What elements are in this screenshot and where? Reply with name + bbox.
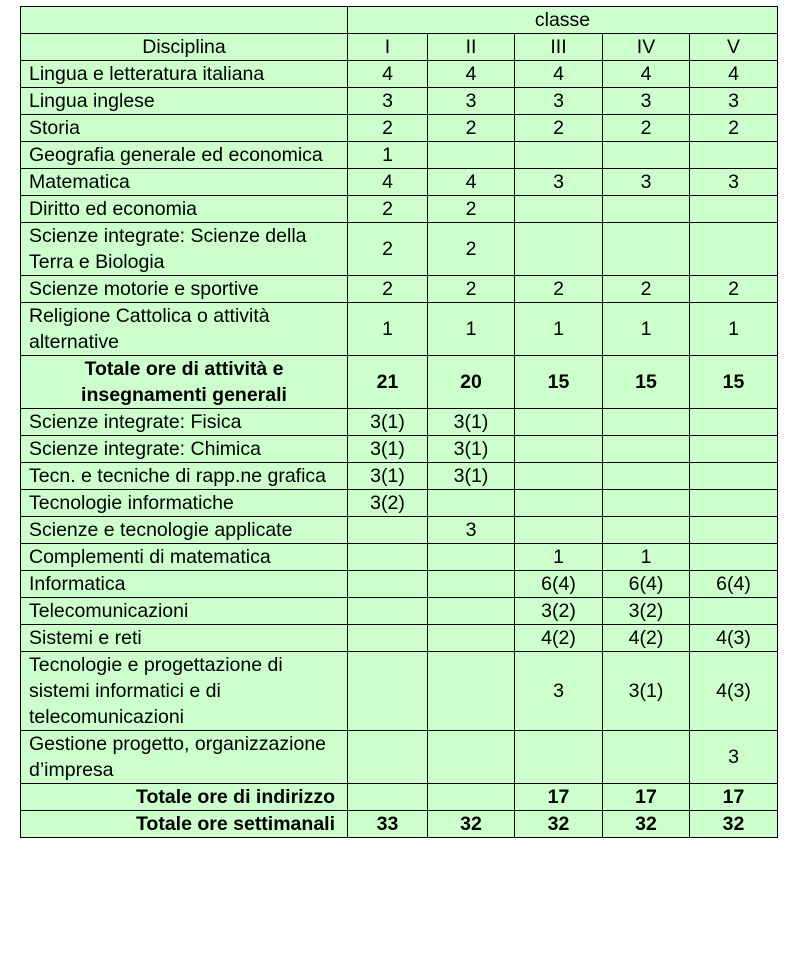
hours-cell <box>690 463 778 490</box>
hours-cell <box>603 731 690 784</box>
hours-cell: 4 <box>603 61 690 88</box>
hours-cell <box>515 490 603 517</box>
hours-cell: 3(2) <box>515 598 603 625</box>
table-row <box>21 169 778 196</box>
hours-cell <box>428 142 515 169</box>
hours-cell <box>690 544 778 571</box>
hours-cell <box>428 544 515 571</box>
hours-cell <box>690 409 778 436</box>
hours-cell <box>348 652 428 731</box>
hours-cell <box>515 223 603 276</box>
hours-cell: 3(2) <box>603 598 690 625</box>
hours-cell: 3(1) <box>428 463 515 490</box>
subject-cell: Lingua inglese <box>21 88 348 115</box>
hours-cell: 3 <box>428 88 515 115</box>
hours-cell <box>348 571 428 598</box>
total-cell <box>348 784 428 811</box>
weekly-hours-table <box>20 6 778 838</box>
hours-cell <box>515 731 603 784</box>
subject-cell: Tecnologie e progettazione di sistemi informatici e di telecomunicazioni <box>21 652 348 731</box>
table-row <box>21 115 778 142</box>
table-row <box>21 88 778 115</box>
table-row <box>21 409 778 436</box>
subject-cell: Complementi di matematica <box>21 544 348 571</box>
hours-cell <box>348 625 428 652</box>
hours-cell: 4 <box>690 61 778 88</box>
hours-cell: 1 <box>428 303 515 356</box>
subject-cell: Scienze integrate: Fisica <box>21 409 348 436</box>
total-cell <box>428 784 515 811</box>
hours-cell: 4 <box>348 61 428 88</box>
hours-cell <box>690 436 778 463</box>
subject-cell: Scienze integrate: Chimica <box>21 436 348 463</box>
hours-cell <box>348 731 428 784</box>
hours-cell <box>428 731 515 784</box>
hours-cell: 3 <box>428 517 515 544</box>
subject-cell: Diritto ed economia <box>21 196 348 223</box>
class-header: II <box>428 34 515 61</box>
table-row <box>21 436 778 463</box>
hours-cell: 2 <box>690 115 778 142</box>
subject-cell: Matematica <box>21 169 348 196</box>
hours-cell: 2 <box>428 196 515 223</box>
total-label-cell: Totale ore di indirizzo <box>21 784 348 811</box>
hours-cell: 1 <box>603 544 690 571</box>
table-row <box>21 544 778 571</box>
hours-cell <box>428 490 515 517</box>
hours-cell: 2 <box>348 196 428 223</box>
hours-cell: 6(4) <box>690 571 778 598</box>
hours-cell <box>428 652 515 731</box>
hours-cell: 3(2) <box>348 490 428 517</box>
subject-cell: Scienze e tecnologie applicate <box>21 517 348 544</box>
hours-cell: 2 <box>428 276 515 303</box>
table-row <box>21 490 778 517</box>
table-row <box>21 598 778 625</box>
hours-cell: 3(1) <box>348 409 428 436</box>
table-row <box>21 463 778 490</box>
hours-cell: 1 <box>603 303 690 356</box>
table-row <box>21 731 778 784</box>
hours-cell: 3 <box>515 652 603 731</box>
hours-cell: 2 <box>348 276 428 303</box>
hours-cell <box>690 517 778 544</box>
total-cell: 20 <box>428 356 515 409</box>
total-cell: 17 <box>515 784 603 811</box>
subject-cell: Sistemi e reti <box>21 625 348 652</box>
hours-cell: 2 <box>348 223 428 276</box>
table-row <box>21 652 778 731</box>
hours-cell: 3(1) <box>428 436 515 463</box>
hours-cell: 4 <box>428 169 515 196</box>
hours-cell: 2 <box>603 115 690 142</box>
hours-cell <box>515 436 603 463</box>
hours-cell: 3(1) <box>348 436 428 463</box>
discipline-header: Disciplina <box>21 34 348 61</box>
total-cell: 17 <box>690 784 778 811</box>
table-row <box>21 276 778 303</box>
hours-cell: 2 <box>690 276 778 303</box>
class-group-header: classe <box>348 7 778 34</box>
hours-cell: 3 <box>690 731 778 784</box>
hours-cell <box>348 598 428 625</box>
hours-cell: 2 <box>515 115 603 142</box>
total-row-weekly <box>21 811 778 838</box>
subject-cell: Tecnologie informatiche <box>21 490 348 517</box>
total-cell: 15 <box>603 356 690 409</box>
subject-cell: Storia <box>21 115 348 142</box>
total-cell: 32 <box>690 811 778 838</box>
header-corner-cell <box>21 7 348 34</box>
total-label-cell: Totale ore settimanali <box>21 811 348 838</box>
hours-cell: 4(2) <box>515 625 603 652</box>
hours-cell <box>603 463 690 490</box>
hours-cell: 2 <box>515 276 603 303</box>
hours-cell: 4(2) <box>603 625 690 652</box>
subject-cell: Gestione progetto, organizzazione d’impresa <box>21 731 348 784</box>
hours-cell <box>515 463 603 490</box>
subject-cell: Lingua e letteratura italiana <box>21 61 348 88</box>
hours-cell <box>603 490 690 517</box>
table-row <box>21 571 778 598</box>
total-cell: 32 <box>428 811 515 838</box>
hours-cell: 4(3) <box>690 625 778 652</box>
hours-cell: 1 <box>348 142 428 169</box>
subject-cell: Tecn. e tecniche di rapp.ne grafica <box>21 463 348 490</box>
subject-cell: Informatica <box>21 571 348 598</box>
table-row <box>21 303 778 356</box>
hours-cell: 4 <box>428 61 515 88</box>
hours-cell: 3(1) <box>603 652 690 731</box>
class-header: V <box>690 34 778 61</box>
total-row-specialization <box>21 784 778 811</box>
hours-cell: 2 <box>348 115 428 142</box>
hours-cell: 3 <box>348 88 428 115</box>
hours-cell <box>515 517 603 544</box>
hours-cell <box>603 142 690 169</box>
total-cell: 21 <box>348 356 428 409</box>
header-row-classes <box>21 34 778 61</box>
hours-cell: 3 <box>603 88 690 115</box>
total-cell: 17 <box>603 784 690 811</box>
header-row-group <box>21 7 778 34</box>
hours-cell: 4(3) <box>690 652 778 731</box>
hours-cell <box>603 517 690 544</box>
total-cell: 32 <box>515 811 603 838</box>
hours-cell: 2 <box>428 223 515 276</box>
hours-cell: 3(1) <box>428 409 515 436</box>
subject-cell: Scienze integrate: Scienze della Terra e Biologia <box>21 223 348 276</box>
hours-cell <box>690 223 778 276</box>
hours-cell <box>428 598 515 625</box>
class-header: III <box>515 34 603 61</box>
table-row <box>21 61 778 88</box>
hours-cell: 1 <box>515 544 603 571</box>
hours-cell: 1 <box>515 303 603 356</box>
hours-cell <box>690 142 778 169</box>
hours-cell: 6(4) <box>515 571 603 598</box>
table-row <box>21 625 778 652</box>
hours-cell <box>428 571 515 598</box>
hours-cell <box>348 517 428 544</box>
hours-cell: 3(1) <box>348 463 428 490</box>
total-row-general <box>21 356 778 409</box>
total-cell: 15 <box>515 356 603 409</box>
table-row <box>21 142 778 169</box>
subject-cell: Geografia generale ed economica <box>21 142 348 169</box>
hours-cell: 1 <box>690 303 778 356</box>
subject-cell: Telecomunicazioni <box>21 598 348 625</box>
total-label-cell: Totale ore di attività e insegnamenti generali <box>21 356 348 409</box>
total-cell: 33 <box>348 811 428 838</box>
hours-cell <box>690 598 778 625</box>
hours-cell <box>348 544 428 571</box>
hours-cell <box>690 490 778 517</box>
hours-cell: 4 <box>515 61 603 88</box>
table-row <box>21 223 778 276</box>
hours-cell: 3 <box>515 88 603 115</box>
hours-cell <box>603 223 690 276</box>
subject-cell: Religione Cattolica o attività alternative <box>21 303 348 356</box>
hours-cell <box>690 196 778 223</box>
hours-cell <box>515 196 603 223</box>
total-cell: 15 <box>690 356 778 409</box>
class-header: I <box>348 34 428 61</box>
hours-cell: 4 <box>348 169 428 196</box>
total-cell: 32 <box>603 811 690 838</box>
hours-cell: 3 <box>690 88 778 115</box>
table-row <box>21 196 778 223</box>
table-row <box>21 517 778 544</box>
hours-cell: 3 <box>515 169 603 196</box>
hours-cell: 3 <box>690 169 778 196</box>
hours-cell <box>603 409 690 436</box>
hours-cell: 2 <box>428 115 515 142</box>
hours-cell: 6(4) <box>603 571 690 598</box>
hours-cell: 2 <box>603 276 690 303</box>
subject-cell: Scienze motorie e sportive <box>21 276 348 303</box>
hours-cell <box>428 625 515 652</box>
hours-cell <box>515 142 603 169</box>
hours-cell: 3 <box>603 169 690 196</box>
hours-cell <box>515 409 603 436</box>
hours-cell <box>603 196 690 223</box>
hours-cell <box>603 436 690 463</box>
hours-cell: 1 <box>348 303 428 356</box>
class-header: IV <box>603 34 690 61</box>
